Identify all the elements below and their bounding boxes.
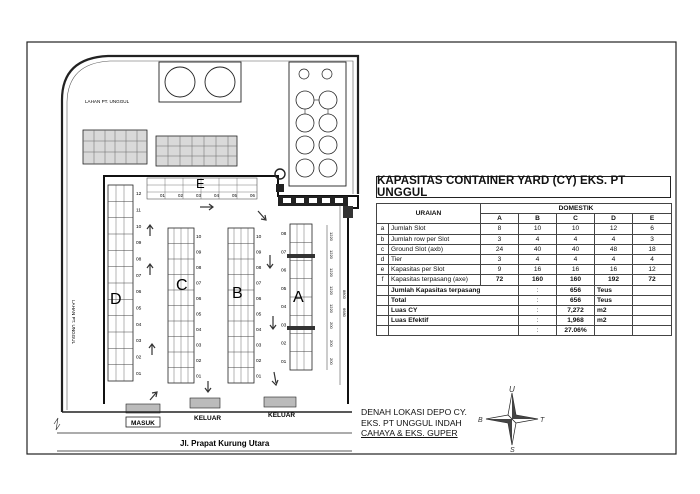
cell: 10 [557, 224, 595, 234]
summary-label: Jumlah Kapasitas terpasang [389, 285, 519, 295]
cell: 12 [595, 224, 633, 234]
col-header-e: E [633, 214, 672, 224]
row-number: 01 [136, 371, 142, 377]
exit-label-2: KELUAR [268, 412, 296, 419]
block-letter-c: C [176, 277, 188, 294]
summary-unit [595, 326, 633, 336]
row-number: 09 [256, 250, 262, 256]
site-boundary-inner [67, 61, 353, 410]
side-label: LAHAN PT. UNGGUL [71, 300, 76, 345]
summary-row [377, 295, 672, 305]
cell: 4 [557, 254, 595, 264]
cell: 3 [481, 254, 519, 264]
cell: 4 [519, 234, 557, 244]
row-number: 04 [214, 193, 219, 198]
summary-unit: m2 [595, 316, 633, 326]
summary-sep: : [519, 326, 557, 336]
compass-east: T [540, 417, 545, 424]
dimension-label: 1220 [329, 286, 334, 295]
row-number: 06 [196, 296, 202, 302]
cell: 8 [481, 224, 519, 234]
summary-label: Luas Efektif [389, 316, 519, 326]
row-number: 03 [256, 343, 262, 349]
row-number: 03 [136, 339, 142, 345]
row-label: Jumlah Slot [389, 224, 481, 234]
dimension-label: 200 [329, 358, 334, 365]
summary-unit: m2 [595, 305, 633, 315]
cell: 3 [481, 234, 519, 244]
cell: 160 [519, 275, 557, 285]
cell: 160 [557, 275, 595, 285]
summary-row [377, 326, 672, 336]
row-number: 07 [256, 281, 262, 287]
row-number: 04 [196, 327, 202, 333]
neighbor-label: LAHAN PT. UNGGUL [85, 99, 130, 104]
dimension-label: 6680 [342, 308, 347, 317]
summary-row [377, 305, 672, 315]
domestik-header: DOMESTIK [481, 204, 672, 214]
legend-line-3: CAHAYA & EKS. GUPER [361, 428, 458, 438]
dimension-label: 1220 [329, 304, 334, 313]
summary-value: 656 [557, 295, 595, 305]
cell: 40 [519, 244, 557, 254]
row-number: 03 [196, 193, 201, 198]
row-number: 06 [136, 290, 142, 296]
block-letter-b: B [232, 285, 243, 302]
cell: 192 [595, 275, 633, 285]
summary-row [377, 316, 672, 326]
table-row [377, 234, 672, 244]
row-number: 10 [136, 224, 142, 230]
row-number: 04 [256, 327, 262, 333]
drawing-legend [361, 407, 467, 439]
cell: 40 [557, 244, 595, 254]
cell: 16 [557, 265, 595, 275]
cell: 72 [633, 275, 672, 285]
block-letter-e: E [196, 176, 205, 191]
dimension-label: 200 [329, 340, 334, 347]
capacity-title: KAPASITAS CONTAINER YARD (CY) EKS. PT UNGGUL [376, 176, 671, 198]
summary-label: Total [389, 295, 519, 305]
table-row [377, 254, 672, 264]
tank-group-right [289, 62, 346, 186]
row-key: d [377, 254, 389, 264]
cell: 4 [519, 254, 557, 264]
row-number: 01 [281, 359, 287, 365]
table-row [377, 224, 672, 234]
summary-label [389, 326, 519, 336]
summary-value: 656 [557, 285, 595, 295]
legend-line-1: DENAH LOKASI DEPO CY. [361, 407, 467, 417]
row-number: 09 [196, 250, 202, 256]
cell: 6 [633, 224, 672, 234]
cell: 12 [633, 265, 672, 275]
row-number: 11 [136, 208, 141, 214]
block-letter-d: D [110, 291, 122, 308]
row-label: Jumlah row per Slot [389, 234, 481, 244]
site-boundary [62, 56, 358, 412]
cell: 4 [595, 254, 633, 264]
block-b [228, 228, 254, 383]
row-number: 08 [281, 232, 287, 238]
cell: 3 [633, 234, 672, 244]
road-label: Jl. Prapat Kurung Utara [180, 439, 270, 448]
row-number: 03 [196, 343, 202, 349]
row-label: Tier [389, 254, 481, 264]
row-number: 04 [281, 305, 287, 311]
row-number: 07 [281, 250, 287, 256]
block-c [168, 228, 194, 383]
uraian-header: URAIAN [377, 204, 481, 224]
row-key: e [377, 265, 389, 275]
row-number: 01 [256, 374, 262, 380]
table-row [377, 244, 672, 254]
summary-label: Luas CY [389, 305, 519, 315]
row-number: 06 [256, 296, 262, 302]
row-number: 10 [256, 234, 262, 240]
building-topleft [83, 130, 147, 164]
dimension-label: 8800 [342, 290, 347, 299]
row-number: 06 [281, 268, 287, 274]
block-letter-a: A [293, 289, 304, 306]
row-label: Kapasitas terpasang (axe) [389, 275, 481, 285]
summary-sep: : [519, 316, 557, 326]
row-number: 06 [250, 193, 255, 198]
summary-unit: Teus [595, 295, 633, 305]
row-number: 10 [196, 234, 202, 240]
summary-sep: : [519, 285, 557, 295]
row-key: f [377, 275, 389, 285]
col-header-c: C [557, 214, 595, 224]
dimension-texts [329, 232, 347, 365]
building-topmid [156, 136, 237, 166]
cell: 4 [595, 234, 633, 244]
compass-west: B [478, 417, 483, 424]
row-number: 01 [196, 374, 202, 380]
row-key: c [377, 244, 389, 254]
compass-rose [486, 393, 538, 445]
summary-value: 27.06% [557, 326, 595, 336]
row-number: 01 [160, 193, 165, 198]
summary-sep: : [519, 295, 557, 305]
dimension-label: 1220 [329, 232, 334, 241]
compass-north: U [509, 385, 515, 394]
row-key: a [377, 224, 389, 234]
entrance-label: MASUK [131, 420, 155, 427]
cell: 16 [519, 265, 557, 275]
summary-value: 1,968 [557, 316, 595, 326]
cell: 4 [633, 254, 672, 264]
summary-sep: : [519, 305, 557, 315]
row-number: 05 [256, 312, 262, 318]
exit-gate-2 [264, 397, 296, 407]
col-header-b: B [519, 214, 557, 224]
row-number: 05 [136, 306, 142, 312]
dimension-label: 200 [329, 322, 334, 329]
row-label: Kapasitas per Slot [389, 265, 481, 275]
cell: 16 [595, 265, 633, 275]
row-label: Ground Slot (axb) [389, 244, 481, 254]
compass-south: S [510, 447, 515, 454]
col-header-a: A [481, 214, 519, 224]
row-number: 07 [196, 281, 202, 287]
exit-gate-1 [190, 398, 220, 408]
row-number: 05 [281, 286, 287, 292]
table-row [377, 265, 672, 275]
row-number: 05 [232, 193, 237, 198]
cell: 9 [481, 265, 519, 275]
row-number: 02 [136, 355, 142, 361]
summary-row [377, 285, 672, 295]
row-number: 05 [196, 312, 202, 318]
row-number: 08 [196, 265, 202, 271]
summary-value: 7,272 [557, 305, 595, 315]
row-number: 07 [136, 273, 142, 279]
row-number: 08 [256, 265, 262, 271]
block-d [108, 185, 133, 381]
table-row [377, 275, 672, 285]
tank-group-top [159, 62, 241, 102]
row-number: 09 [136, 241, 142, 247]
yard-boundary [104, 169, 358, 404]
cell: 24 [481, 244, 519, 254]
col-header-d: D [595, 214, 633, 224]
row-number: 02 [281, 341, 287, 347]
cell: 18 [633, 244, 672, 254]
capacity-table [376, 203, 672, 336]
row-key: b [377, 234, 389, 244]
cell: 72 [481, 275, 519, 285]
summary-unit: Teus [595, 285, 633, 295]
row-number: 03 [281, 323, 287, 329]
legend-line-2: EKS. PT UNGGUL INDAH [361, 417, 462, 428]
row-number: 02 [178, 193, 183, 198]
cell: 10 [519, 224, 557, 234]
exit-label-1: KELUAR [194, 415, 222, 422]
cell: 4 [557, 234, 595, 244]
dimension-label: 1220 [329, 268, 334, 277]
row-number: 02 [256, 358, 262, 364]
row-number: 12 [136, 192, 142, 198]
dimension-label: 1220 [329, 250, 334, 259]
row-number: 04 [136, 322, 142, 328]
cell: 48 [595, 244, 633, 254]
row-number: 08 [136, 257, 142, 263]
row-number: 02 [196, 358, 202, 364]
traffic-arrows [147, 204, 278, 400]
